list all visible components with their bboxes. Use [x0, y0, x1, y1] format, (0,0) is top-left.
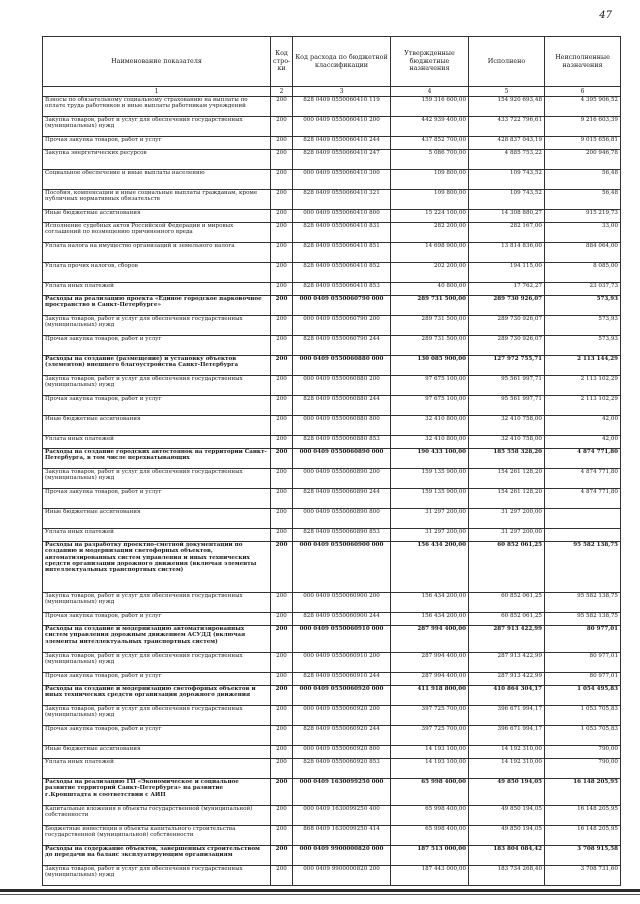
- table-row: [43, 529, 621, 542]
- row-name: Уплата налога на имущество организаций и земельного налога: [43, 243, 271, 263]
- table-row: [43, 806, 621, 826]
- row-unexecuted: 1 053 705,83: [545, 706, 621, 726]
- row-executed: 289 730 926,07: [469, 336, 545, 356]
- row-unexecuted: 16 148 205,95: [545, 826, 621, 846]
- row-line-code: 200: [271, 416, 293, 436]
- row-unexecuted: 2 113 144,29: [545, 356, 621, 376]
- row-executed: 194 115,00: [469, 263, 545, 283]
- row-approved: 289 731 500,00: [391, 296, 469, 316]
- row-approved: 397 725 700,00: [391, 706, 469, 726]
- row-approved: 65 998 400,00: [391, 779, 469, 806]
- row-unexecuted: 95 582 138,75: [545, 613, 621, 626]
- row-budget-code: 000 0409 0550060890 000: [293, 449, 391, 469]
- row-budget-code: 828 0409 0550060890 853: [293, 529, 391, 542]
- row-approved: 109 800,00: [391, 190, 469, 210]
- row-approved: 287 994 400,00: [391, 653, 469, 673]
- row-budget-code: 828 0409 0550060410 247: [293, 150, 391, 170]
- row-name: Расходы на создание и модернизацию автоматизированных систем управления дорожным движением АСУДД (включая элементы интеллектуальных транспортных систем): [43, 626, 271, 653]
- row-name: Расходы на создание городских автостоянок на территории Санкт-Петербурга, в том числе перехватывающих: [43, 449, 271, 469]
- row-budget-code: 828 0409 0550060410 851: [293, 243, 391, 263]
- row-budget-code: 828 0409 0550060900 244: [293, 613, 391, 626]
- row-name: Расходы на создание (размещение) и установку объектов (элементов) внешнего благоустройства Санкт-Петербурга: [43, 356, 271, 376]
- row-line-code: 200: [271, 726, 293, 746]
- row-line-code: 200: [271, 316, 293, 336]
- bottom-rule-thin: [0, 894, 640, 895]
- section-row: [43, 296, 621, 316]
- section-row: [43, 626, 621, 653]
- row-approved: 287 994 400,00: [391, 673, 469, 686]
- row-budget-code: 828 0409 0550060410 831: [293, 223, 391, 243]
- row-executed: 4 885 753,22: [469, 150, 545, 170]
- row-budget-code: 828 0409 0550060880 853: [293, 436, 391, 449]
- row-executed: 287 913 422,99: [469, 673, 545, 686]
- table-row: [43, 263, 621, 283]
- header-executed: Исполнено: [469, 37, 545, 87]
- row-executed: 95 561 997,71: [469, 396, 545, 416]
- section-row: [43, 449, 621, 469]
- row-executed: 49 850 194,05: [469, 806, 545, 826]
- row-budget-code: 828 0409 0550060410 853: [293, 283, 391, 296]
- table-row: [43, 137, 621, 150]
- row-budget-code: 828 0409 0550060410 321: [293, 190, 391, 210]
- row-line-code: 200: [271, 283, 293, 296]
- row-executed: 154 261 128,20: [469, 489, 545, 509]
- row-unexecuted: 16 148 205,95: [545, 779, 621, 806]
- table-row: [43, 223, 621, 243]
- row-line-code: 200: [271, 190, 293, 210]
- row-approved: 14 698 900,00: [391, 243, 469, 263]
- table-row: [43, 489, 621, 509]
- row-line-code: 200: [271, 613, 293, 626]
- row-name: Закупка товаров, работ и услуг для обеспечения государственных (муниципальных) нужд: [43, 706, 271, 726]
- row-approved: 31 297 200,00: [391, 509, 469, 529]
- row-approved: 5 086 700,00: [391, 150, 469, 170]
- row-name: Закупка товаров, работ и услуг для обеспечения государственных (муниципальных) нужд: [43, 593, 271, 613]
- row-executed: 282 167,00: [469, 223, 545, 243]
- row-budget-code: 000 0409 0550060890 200: [293, 469, 391, 489]
- row-name: Иные бюджетные ассигнования: [43, 210, 271, 223]
- row-approved: 31 297 200,00: [391, 529, 469, 542]
- row-line-code: 200: [271, 653, 293, 673]
- row-line-code: 200: [271, 436, 293, 449]
- header-unexecuted: Неисполненные назначения: [545, 37, 621, 87]
- row-line-code: 200: [271, 243, 293, 263]
- table-row: [43, 746, 621, 759]
- row-name: Уплата иных платежей: [43, 283, 271, 296]
- table-row: [43, 190, 621, 210]
- table-row: [43, 376, 621, 396]
- row-name: Уплата иных платежей: [43, 436, 271, 449]
- row-approved: 40 800,00: [391, 283, 469, 296]
- row-approved: 156 434 200,00: [391, 613, 469, 626]
- table-row: [43, 469, 621, 489]
- row-name: Иные бюджетные ассигнования: [43, 746, 271, 759]
- row-executed: 396 671 994,17: [469, 706, 545, 726]
- row-unexecuted: 33,00: [545, 223, 621, 243]
- table-header-row: [43, 37, 621, 87]
- row-approved: 187 513 000,00: [391, 846, 469, 866]
- column-number: 6: [545, 87, 621, 97]
- row-approved: 156 434 200,00: [391, 593, 469, 613]
- row-line-code: 200: [271, 376, 293, 396]
- row-executed: 154 261 128,20: [469, 469, 545, 489]
- header-name: Наименование показателя: [43, 37, 271, 87]
- header-approved: Утвержденные бюджетные назначения: [391, 37, 469, 87]
- row-budget-code: 828 0409 0550060410 244: [293, 137, 391, 150]
- row-unexecuted: 80 977,01: [545, 626, 621, 653]
- row-executed: 60 852 061,25: [469, 593, 545, 613]
- table-row: [43, 593, 621, 613]
- row-name: Социальное обеспечение и иные выплаты населению: [43, 170, 271, 190]
- row-executed: 287 913 422,99: [469, 653, 545, 673]
- row-unexecuted: 95 582 138,75: [545, 542, 621, 593]
- row-executed: 154 920 693,48: [469, 97, 545, 117]
- row-unexecuted: 80 977,01: [545, 653, 621, 673]
- section-row: [43, 542, 621, 593]
- row-name: Закупка товаров, работ и услуг для обеспечения государственных (муниципальных) нужд: [43, 866, 271, 886]
- row-budget-code: 000 0409 0550060880 000: [293, 356, 391, 376]
- row-name: Прочая закупка товаров, работ и услуг: [43, 396, 271, 416]
- row-approved: 32 410 800,00: [391, 416, 469, 436]
- row-approved: 14 193 100,00: [391, 746, 469, 759]
- table-row: [43, 150, 621, 170]
- row-line-code: 200: [271, 806, 293, 826]
- row-executed: 185 558 328,20: [469, 449, 545, 469]
- row-budget-code: 000 0409 0550060790 200: [293, 316, 391, 336]
- row-name: Закупка товаров, работ и услуг для обеспечения государственных (муниципальных) нужд: [43, 316, 271, 336]
- table-row: [43, 336, 621, 356]
- row-approved: 287 994 400,00: [391, 626, 469, 653]
- row-line-code: 200: [271, 779, 293, 806]
- table-row: [43, 283, 621, 296]
- section-row: [43, 779, 621, 806]
- row-unexecuted: 1 054 495,83: [545, 686, 621, 706]
- row-approved: 437 852 700,00: [391, 137, 469, 150]
- row-line-code: 200: [271, 210, 293, 223]
- table-row: [43, 759, 621, 779]
- row-unexecuted: 42,00: [545, 416, 621, 436]
- row-executed: 95 561 997,71: [469, 376, 545, 396]
- row-name: Иные бюджетные ассигнования: [43, 416, 271, 436]
- row-approved: 289 731 500,00: [391, 336, 469, 356]
- table-row: [43, 673, 621, 686]
- row-budget-code: 000 0409 1630099250 000: [293, 779, 391, 806]
- row-name: Пособия, компенсации и иные социальные выплаты гражданам, кроме публичных нормативных обязательств: [43, 190, 271, 210]
- row-budget-code: 000 0409 9900000820 200: [293, 866, 391, 886]
- row-line-code: 200: [271, 529, 293, 542]
- section-row: [43, 356, 621, 376]
- table-row: [43, 613, 621, 626]
- row-line-code: 200: [271, 626, 293, 653]
- row-line-code: 200: [271, 137, 293, 150]
- row-budget-code: 000 0409 0550060880 800: [293, 416, 391, 436]
- row-unexecuted: 4 395 906,52: [545, 97, 621, 117]
- row-approved: 65 998 400,00: [391, 826, 469, 846]
- row-name: Закупка товаров, работ и услуг для обеспечения государственных (муниципальных) нужд: [43, 117, 271, 137]
- row-executed: 31 297 200,00: [469, 509, 545, 529]
- row-line-code: 200: [271, 117, 293, 137]
- section-row: [43, 686, 621, 706]
- table-row: [43, 653, 621, 673]
- row-unexecuted: 790,00: [545, 759, 621, 779]
- row-executed: 289 730 926,07: [469, 296, 545, 316]
- table-row: [43, 826, 621, 846]
- column-number: 5: [469, 87, 545, 97]
- row-name: Уплата иных платежей: [43, 529, 271, 542]
- row-approved: 159 135 900,00: [391, 489, 469, 509]
- row-line-code: 200: [271, 826, 293, 846]
- row-approved: 411 918 800,00: [391, 686, 469, 706]
- row-unexecuted: 4 874 771,80: [545, 469, 621, 489]
- row-budget-code: 000 0409 0550060910 000: [293, 626, 391, 653]
- row-executed: 31 297 200,00: [469, 529, 545, 542]
- row-name: Иные бюджетные ассигнования: [43, 509, 271, 529]
- row-line-code: 200: [271, 469, 293, 489]
- row-unexecuted: 3 708 731,60: [545, 866, 621, 886]
- row-unexecuted: 56,48: [545, 170, 621, 190]
- row-name: Закупка товаров, работ и услуг для обеспечения государственных (муниципальных) нужд: [43, 376, 271, 396]
- row-executed: 60 852 061,25: [469, 613, 545, 626]
- table-row: [43, 210, 621, 223]
- row-name: Уплата прочих налогов, сборов: [43, 263, 271, 283]
- row-executed: 410 864 304,17: [469, 686, 545, 706]
- row-approved: 159 316 600,00: [391, 97, 469, 117]
- row-approved: 97 675 100,00: [391, 376, 469, 396]
- row-executed: 49 850 194,05: [469, 779, 545, 806]
- row-approved: 130 085 900,00: [391, 356, 469, 376]
- row-name: Прочая закупка товаров, работ и услуг: [43, 137, 271, 150]
- header-budget-code: Код расхода по бюджетной классификации: [293, 37, 391, 87]
- row-name: Расходы на содержание объектов, завершенных строительством до передачи на баланс эксплуатирующим организациям: [43, 846, 271, 866]
- row-approved: 442 939 400,00: [391, 117, 469, 137]
- row-budget-code: 000 0409 0550060920 800: [293, 746, 391, 759]
- bottom-rule: [0, 889, 640, 892]
- row-budget-code: 000 0409 0550060790 000: [293, 296, 391, 316]
- row-unexecuted: 790,00: [545, 746, 621, 759]
- row-unexecuted: 2 113 102,29: [545, 376, 621, 396]
- row-unexecuted: [545, 509, 621, 529]
- row-unexecuted: 573,93: [545, 336, 621, 356]
- row-approved: 65 998 400,00: [391, 806, 469, 826]
- row-executed: 433 722 796,61: [469, 117, 545, 137]
- header-line-code: Код стро-ки: [271, 37, 293, 87]
- row-budget-code: 000 0409 0550060900 200: [293, 593, 391, 613]
- budget-execution-table: [42, 36, 621, 886]
- table-row: [43, 866, 621, 886]
- row-approved: 289 731 500,00: [391, 316, 469, 336]
- row-unexecuted: 1 053 705,83: [545, 726, 621, 746]
- row-budget-code: 868 0409 1630099250 414: [293, 826, 391, 846]
- column-number: 1: [43, 87, 271, 97]
- table-row: [43, 396, 621, 416]
- row-unexecuted: 80 977,01: [545, 673, 621, 686]
- table-row: [43, 436, 621, 449]
- row-name: Прочая закупка товаров, работ и услуг: [43, 613, 271, 626]
- row-unexecuted: 573,93: [545, 316, 621, 336]
- row-unexecuted: 3 708 915,58: [545, 846, 621, 866]
- row-unexecuted: 4 874 771,80: [545, 489, 621, 509]
- table-row: [43, 706, 621, 726]
- row-line-code: 200: [271, 396, 293, 416]
- row-approved: 187 443 000,00: [391, 866, 469, 886]
- row-unexecuted: 95 582 138,75: [545, 593, 621, 613]
- row-line-code: 200: [271, 97, 293, 117]
- row-unexecuted: 573,93: [545, 296, 621, 316]
- row-budget-code: 828 0409 0550060790 244: [293, 336, 391, 356]
- row-executed: 32 410 758,00: [469, 436, 545, 449]
- row-name: Прочая закупка товаров, работ и услуг: [43, 489, 271, 509]
- table-row: [43, 316, 621, 336]
- row-budget-code: 000 0409 9900000820 000: [293, 846, 391, 866]
- row-line-code: 200: [271, 296, 293, 316]
- row-line-code: 200: [271, 706, 293, 726]
- row-executed: 396 671 994,17: [469, 726, 545, 746]
- row-executed: 14 192 310,00: [469, 759, 545, 779]
- row-approved: 159 135 900,00: [391, 469, 469, 489]
- row-approved: 97 675 100,00: [391, 396, 469, 416]
- row-approved: 397 725 700,00: [391, 726, 469, 746]
- row-executed: 13 814 836,00: [469, 243, 545, 263]
- row-name: Прочая закупка товаров, работ и услуг: [43, 336, 271, 356]
- row-name: Капитальные вложения в объекты государственной (муниципальной) собственности: [43, 806, 271, 826]
- row-unexecuted: [545, 529, 621, 542]
- row-budget-code: 828 0409 0550060910 244: [293, 673, 391, 686]
- table-row: [43, 117, 621, 137]
- row-budget-code: 828 0409 0550060890 244: [293, 489, 391, 509]
- row-approved: 156 434 200,00: [391, 542, 469, 593]
- row-line-code: 200: [271, 686, 293, 706]
- row-unexecuted: 200 946,78: [545, 150, 621, 170]
- row-approved: 109 800,00: [391, 170, 469, 190]
- row-executed: 17 762,27: [469, 283, 545, 296]
- row-executed: 109 743,52: [469, 190, 545, 210]
- section-row: [43, 846, 621, 866]
- row-name: Закупка товаров, работ и услуг для обеспечения государственных (муниципальных) нужд: [43, 469, 271, 489]
- page-number: 47: [599, 10, 612, 21]
- row-line-code: 200: [271, 746, 293, 759]
- row-executed: 287 913 422,99: [469, 626, 545, 653]
- row-name: Прочая закупка товаров, работ и услуг: [43, 673, 271, 686]
- row-name: Исполнение судебных актов Российской Федерации и мировых соглашений по возмещению причиненного вреда: [43, 223, 271, 243]
- row-executed: 289 730 926,07: [469, 316, 545, 336]
- column-number: 4: [391, 87, 469, 97]
- row-unexecuted: 2 113 102,29: [545, 396, 621, 416]
- row-line-code: 200: [271, 542, 293, 593]
- row-executed: 60 852 061,25: [469, 542, 545, 593]
- column-number-row: [43, 87, 621, 97]
- row-executed: 49 850 194,05: [469, 826, 545, 846]
- row-line-code: 200: [271, 846, 293, 866]
- row-approved: 190 433 100,00: [391, 449, 469, 469]
- row-budget-code: 000 0409 0550060410 800: [293, 210, 391, 223]
- row-name: Расходы на разработку проектно-сметной документации по созданию и модернизации светофорных объектов, автоматизированных систем управления и иных технических средств организации дорожного движения (включая элементы интеллектуальных транспортных систем): [43, 542, 271, 593]
- row-line-code: 200: [271, 509, 293, 529]
- row-unexecuted: 884 064,00: [545, 243, 621, 263]
- row-line-code: 200: [271, 263, 293, 283]
- row-line-code: 200: [271, 673, 293, 686]
- row-budget-code: 000 0409 0550060900 000: [293, 542, 391, 593]
- row-budget-code: 000 0409 0550060410 300: [293, 170, 391, 190]
- row-name: Бюджетные инвестиции в объекты капитального строительства государственной (муниципальной) собственности: [43, 826, 271, 846]
- row-line-code: 200: [271, 593, 293, 613]
- row-approved: 32 410 800,00: [391, 436, 469, 449]
- column-number: 2: [271, 87, 293, 97]
- row-line-code: 200: [271, 356, 293, 376]
- row-name: Взносы по обязательному социальному страхованию на выплаты по оплате труда работников и иные выплаты работникам учреждений: [43, 97, 271, 117]
- table-row: [43, 509, 621, 529]
- table-row: [43, 726, 621, 746]
- row-name: Закупка товаров, работ и услуг для обеспечения государственных (муниципальных) нужд: [43, 653, 271, 673]
- row-name: Уплата иных платежей: [43, 759, 271, 779]
- row-executed: 428 837 043,19: [469, 137, 545, 150]
- row-budget-code: 000 0409 0550060880 200: [293, 376, 391, 396]
- row-approved: 202 200,00: [391, 263, 469, 283]
- row-name: Прочая закупка товаров, работ и услуг: [43, 726, 271, 746]
- row-line-code: 200: [271, 170, 293, 190]
- row-budget-code: 000 0409 1630099250 400: [293, 806, 391, 826]
- table-body: [43, 97, 621, 886]
- row-budget-code: 828 0409 0550060410 852: [293, 263, 391, 283]
- row-budget-code: 000 0409 0550060920 200: [293, 706, 391, 726]
- row-unexecuted: 42,00: [545, 436, 621, 449]
- table-row: [43, 243, 621, 263]
- row-budget-code: 828 0409 0550060410 119: [293, 97, 391, 117]
- row-executed: 127 972 755,71: [469, 356, 545, 376]
- row-budget-code: 828 0409 0550060880 244: [293, 396, 391, 416]
- row-executed: 109 743,52: [469, 170, 545, 190]
- row-executed: 14 308 880,27: [469, 210, 545, 223]
- table-row: [43, 170, 621, 190]
- row-executed: 183 804 084,42: [469, 846, 545, 866]
- row-name: Расходы на создание и модернизацию светофорных объектов и иных технических средств организации дорожного движения: [43, 686, 271, 706]
- row-unexecuted: 23 037,73: [545, 283, 621, 296]
- row-unexecuted: 8 085,00: [545, 263, 621, 283]
- row-budget-code: 000 0409 0550060890 800: [293, 509, 391, 529]
- row-line-code: 200: [271, 759, 293, 779]
- row-unexecuted: 16 148 205,95: [545, 806, 621, 826]
- row-approved: 282 200,00: [391, 223, 469, 243]
- row-executed: 183 734 268,40: [469, 866, 545, 886]
- row-unexecuted: 915 219,73: [545, 210, 621, 223]
- row-name: Закупка энергетических ресурсов: [43, 150, 271, 170]
- row-unexecuted: 56,48: [545, 190, 621, 210]
- row-line-code: 200: [271, 223, 293, 243]
- row-name: Расходы на реализацию ГП «Экономическое и социальное развитие территорий Санкт-Петербурга» на развитие г.Кронштадта в соответствии с АИП: [43, 779, 271, 806]
- column-number: 3: [293, 87, 391, 97]
- row-unexecuted: 4 874 771,80: [545, 449, 621, 469]
- table-row: [43, 416, 621, 436]
- row-name: Расходы на реализацию проекта «Единое городское парковочное пространство в Санкт-Петербурге»: [43, 296, 271, 316]
- row-unexecuted: 9 216 603,39: [545, 117, 621, 137]
- row-line-code: 200: [271, 336, 293, 356]
- row-line-code: 200: [271, 150, 293, 170]
- row-budget-code: 828 0409 0550060920 853: [293, 759, 391, 779]
- table-row: [43, 97, 621, 117]
- row-budget-code: 828 0409 0550060920 244: [293, 726, 391, 746]
- row-budget-code: 000 0409 0550060920 000: [293, 686, 391, 706]
- row-line-code: 200: [271, 449, 293, 469]
- row-executed: 14 192 310,00: [469, 746, 545, 759]
- row-unexecuted: 9 015 656,81: [545, 137, 621, 150]
- row-budget-code: 000 0409 0550060410 200: [293, 117, 391, 137]
- row-approved: 15 224 100,00: [391, 210, 469, 223]
- row-line-code: 200: [271, 489, 293, 509]
- row-line-code: 200: [271, 866, 293, 886]
- row-executed: 32 410 758,00: [469, 416, 545, 436]
- row-budget-code: 000 0409 0550060910 200: [293, 653, 391, 673]
- row-approved: 14 193 100,00: [391, 759, 469, 779]
